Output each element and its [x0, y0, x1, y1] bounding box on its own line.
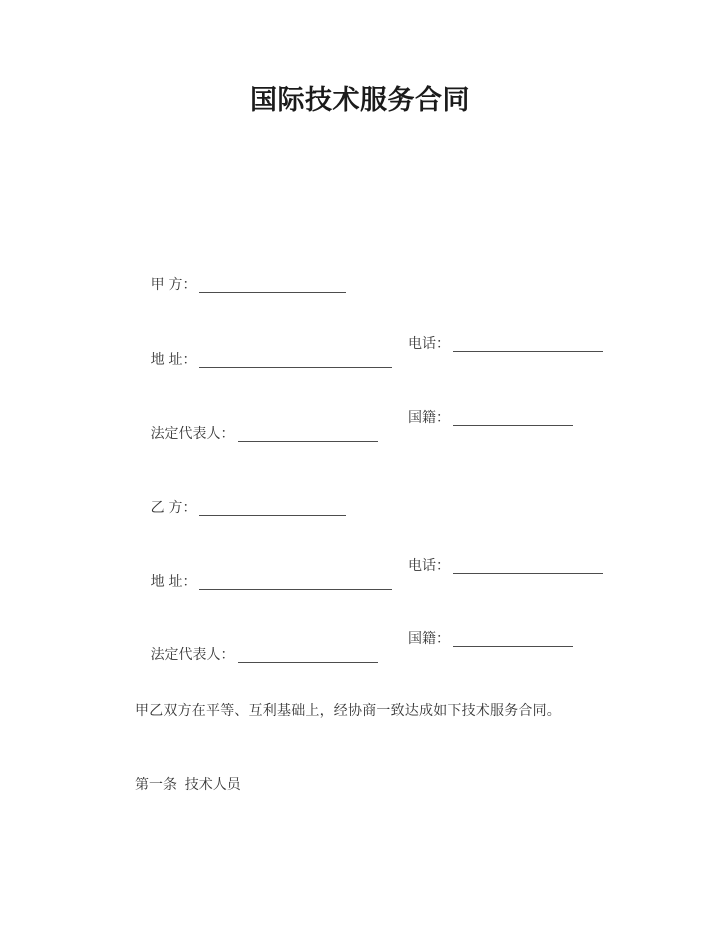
- party-b-legal-rep-label: 法定代表人：: [150, 646, 235, 662]
- party-b-legal-rep-field: [151, 646, 378, 662]
- preamble-paragraph: 甲乙双方在平等、互利基础上，经协商一致达成如下技术服务合同。: [135, 702, 561, 718]
- party-a-nationality-label: 国籍：: [408, 409, 450, 425]
- party-a-address-label: 地 址：: [150, 351, 197, 367]
- party-a-nationality-blank: [453, 412, 573, 426]
- party-a-phone-blank: [453, 338, 603, 352]
- party-a-name-row: [135, 260, 346, 309]
- party-a-nationality-field: [408, 409, 573, 426]
- party-a-phone-field: [408, 335, 603, 352]
- party-b-nationality-label: 国籍：: [408, 630, 450, 646]
- document-title: 国际技术服务合同: [250, 85, 470, 115]
- party-b-address-label: 地 址：: [150, 573, 197, 589]
- party-a-label: 甲 方：: [150, 276, 197, 292]
- party-a-address-row: [135, 335, 450, 400]
- party-b-nationality-blank: [453, 633, 573, 647]
- party-b-name-row: [135, 483, 346, 532]
- party-b-address-blank: [199, 576, 392, 590]
- party-b-label: 乙 方：: [150, 499, 197, 515]
- party-a-name-blank: [199, 279, 346, 293]
- party-b-nationality-field: [408, 630, 573, 647]
- party-a-address-field: [151, 351, 393, 367]
- party-b-legal-rep-blank: [238, 649, 378, 663]
- party-b-phone-label: 电话：: [408, 557, 450, 573]
- party-a-legal-rep-field: [151, 425, 378, 441]
- party-b-name-blank: [199, 502, 346, 516]
- party-b-phone-field: [408, 557, 603, 574]
- party-a-legal-rep-label: 法定代表人：: [150, 425, 235, 441]
- article-1-heading: 第一条 技术人员: [135, 776, 241, 792]
- party-a-address-blank: [199, 354, 392, 368]
- party-a-phone-label: 电话：: [408, 335, 450, 351]
- party-b-legal-rep-row: [135, 630, 450, 695]
- party-b-address-field: [151, 573, 393, 589]
- party-a-legal-rep-blank: [238, 428, 378, 442]
- party-a-legal-rep-row: [135, 409, 450, 474]
- party-b-address-row: [135, 557, 450, 622]
- party-b-phone-blank: [453, 560, 603, 574]
